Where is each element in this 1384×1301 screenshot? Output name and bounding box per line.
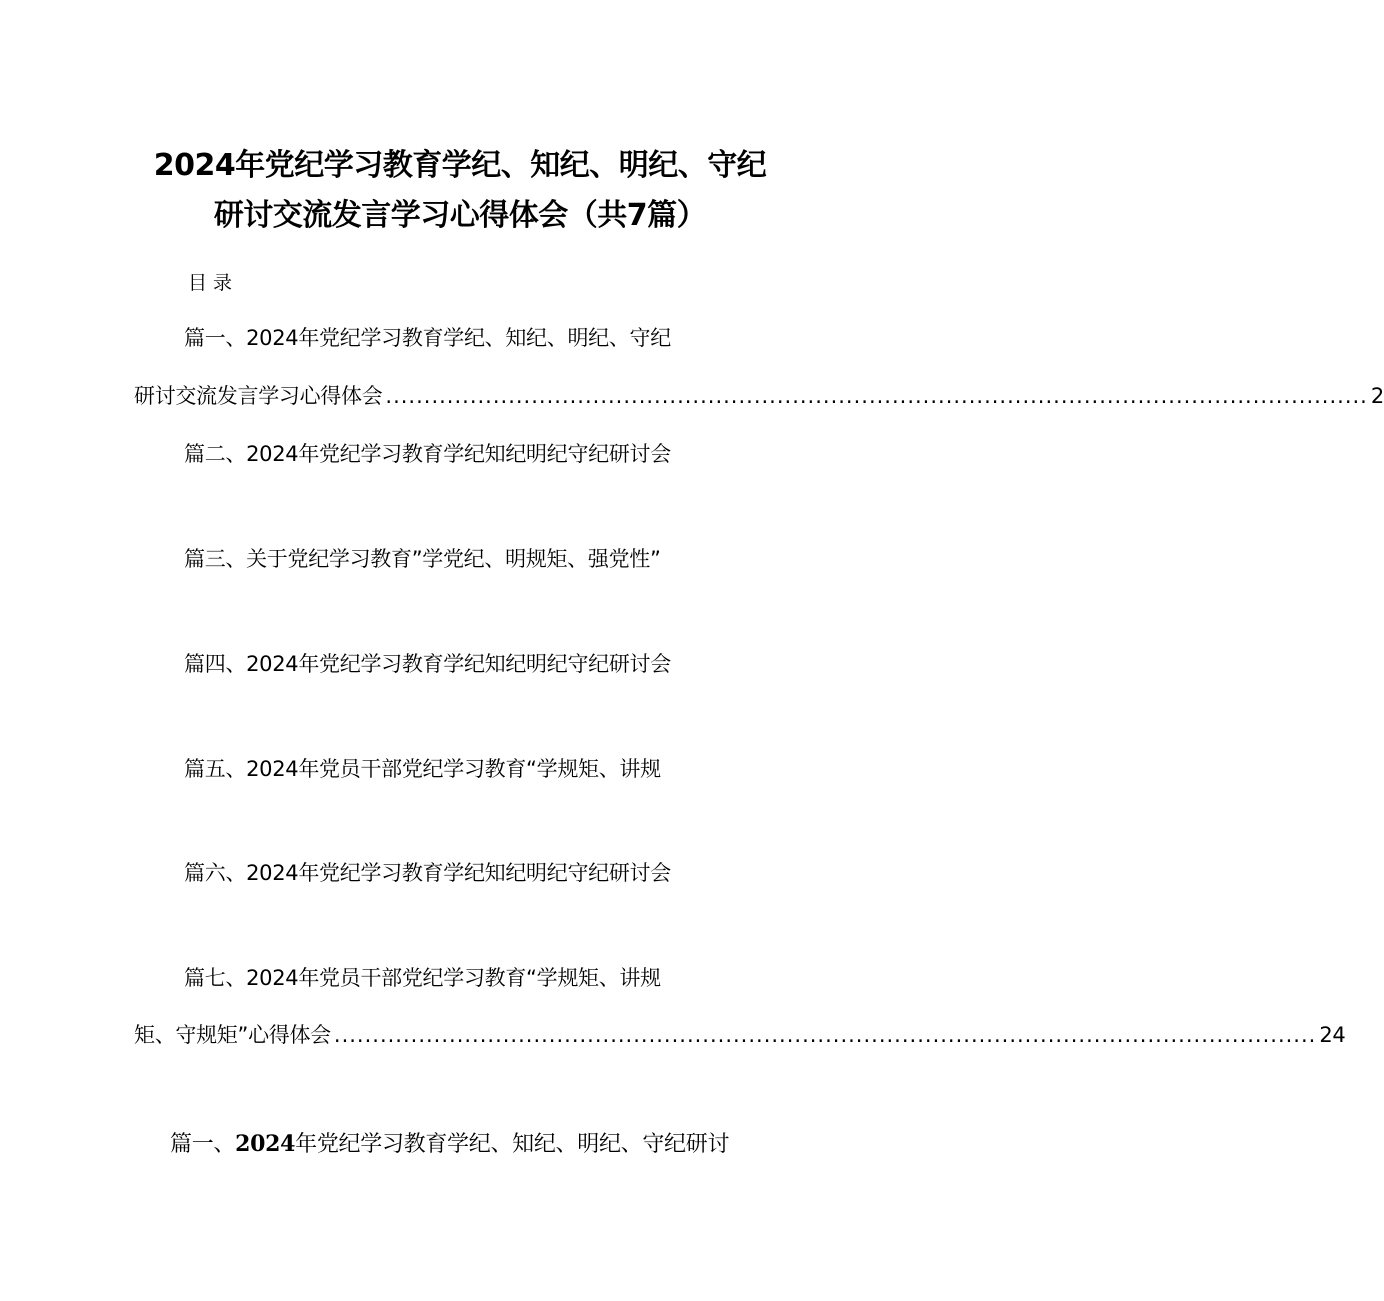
toc-entry-7[interactable]: 篇七、2024年党员干部党纪学习教育“学规矩、讲规	[184, 966, 661, 990]
toc-entry-1-text: 研讨交流发言学习心得体会	[134, 384, 383, 408]
section-heading-year: 2024	[235, 1131, 296, 1157]
toc-leader-dots: ................................................................................................................................	[385, 384, 1368, 408]
toc-entry-3[interactable]: 篇三、关于党纪学习教育”学党纪、明规矩、强党性”	[184, 547, 661, 571]
toc-leader-dots: ................................................................................................................................	[333, 1023, 1317, 1047]
toc-entry-7-continuation[interactable]	[134, 1019, 1346, 1049]
toc-page-number: 2	[1370, 384, 1384, 408]
toc-entry-5[interactable]: 篇五、2024年党员干部党纪学习教育“学规矩、讲规	[184, 757, 661, 781]
toc-entry-6[interactable]: 篇六、2024年党纪学习教育学纪知纪明纪守纪研讨会	[184, 861, 671, 885]
toc-entry-2[interactable]: 篇二、2024年党纪学习教育学纪知纪明纪守纪研讨会	[184, 442, 671, 466]
toc-entry-4[interactable]: 篇四、2024年党纪学习教育学纪知纪明纪守纪研讨会	[184, 652, 671, 676]
toc-entry-7-text: 矩、守规矩”心得体会	[134, 1023, 331, 1047]
toc-entry-1-continuation[interactable]	[134, 380, 1384, 410]
toc-entry-1[interactable]: 篇一、2024年党纪学习教育学纪、知纪、明纪、守纪	[184, 326, 671, 350]
document-title-line-1: 2024年党纪学习教育学纪、知纪、明纪、守纪	[153, 148, 767, 183]
section-heading-prefix: 篇一、	[170, 1132, 236, 1157]
section-heading	[170, 1127, 729, 1158]
document-title-line-2: 研讨交流发言学习心得体会（共7篇）	[213, 198, 707, 233]
section-heading-text: 年党纪学习教育学纪、知纪、明纪、守纪研讨	[295, 1132, 730, 1157]
toc-label: 目录	[188, 272, 239, 294]
toc-page-number: 24	[1319, 1023, 1346, 1047]
